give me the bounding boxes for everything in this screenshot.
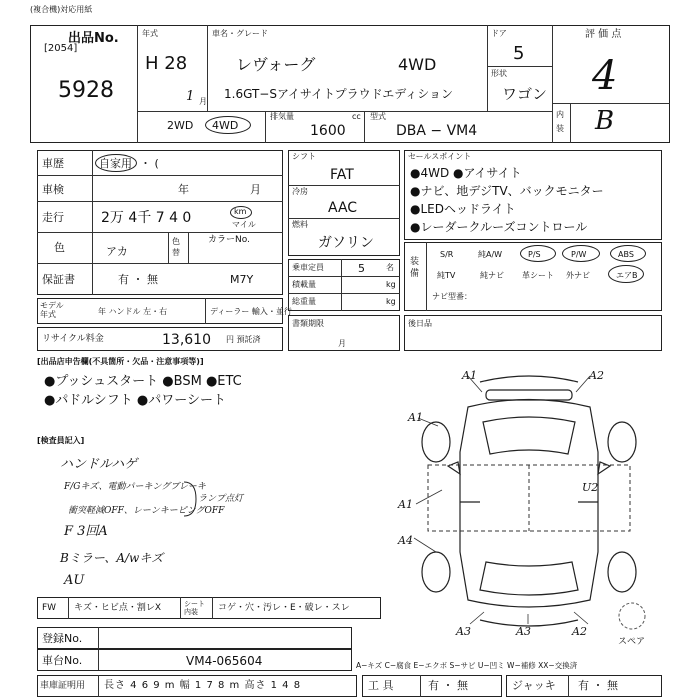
mile-unit: マイル [232, 220, 256, 229]
lot-number: 5928 [58, 78, 114, 103]
note-item: ●プッシュスタート ●BSM ●ETC [44, 374, 242, 389]
damage-mark: A4 [398, 534, 413, 547]
car-name: レヴォーグ [236, 55, 316, 74]
drive-2wd: 2WD [167, 119, 194, 132]
sales-point: ●ナビ、地デジTV、バックモニター [410, 184, 604, 198]
equip-sr: S/R [440, 250, 454, 259]
color-no-label: カラーNo. [208, 235, 250, 245]
year-value: H 28 [145, 53, 188, 74]
reg-row [37, 627, 352, 649]
reg-label: 登録No. [42, 632, 83, 645]
tools-label: 工 具 [368, 679, 394, 692]
history-label: 車歴 [42, 157, 64, 170]
equip-ps: P/S [528, 250, 541, 259]
history-value: 自家用 [99, 157, 132, 170]
equip-tv: 純TV [437, 271, 456, 280]
top-note: (複合機)対応用紙 [30, 5, 93, 14]
grade: 1.6GT−Sアイサイトプラウドエディション [224, 87, 453, 101]
jack-label: ジャッキ [512, 679, 556, 692]
posterior-label: 後日品 [408, 319, 432, 328]
damage-mark: A2 [572, 625, 587, 638]
spare-label: スペア [618, 637, 646, 647]
shaken-month-unit: 月 [250, 183, 261, 196]
navi-model-label: ナビ型番： [432, 292, 472, 301]
drive-4wd: 4WD [212, 119, 239, 132]
doc-month-unit: 月 [338, 339, 346, 348]
damage-mark: A3 [516, 625, 531, 638]
model-value: DBA − VM4 [396, 123, 478, 139]
damage-mark: U2 [582, 481, 599, 494]
fw-damage: キズ・ヒビ点・割レX [74, 603, 161, 613]
inspector-line: AU [64, 573, 85, 588]
mileage-value: 2万 4千 7 4 0 [101, 210, 192, 226]
warranty-label: 保証書 [42, 273, 75, 286]
damage-mark: A1 [398, 498, 413, 511]
color-no-value: M7Y [230, 273, 254, 286]
fw-items: コゲ・穴・汚レ・E・破レ・スレ [218, 603, 350, 613]
bracket-mark [182, 480, 200, 518]
inspector-line: Bミラー、A/wキズ [60, 551, 164, 565]
fw-seat: シート内装 [184, 600, 205, 616]
door-label: ドア [491, 29, 507, 38]
handle-label: 年 ハンドル 左・右 [98, 307, 168, 316]
jack-value: 有 ・ 無 [578, 679, 618, 692]
fuel-value: ガソリン [318, 235, 374, 251]
dealer-label: ディーラー 輸入・並行 [210, 307, 292, 316]
inspector-line: F 3回A [64, 524, 108, 539]
shape-value: ワゴン [502, 85, 548, 103]
tools-value: 有 ・ 無 [428, 679, 468, 692]
load-unit: kg [386, 280, 396, 289]
interior-value: B [595, 106, 615, 136]
shift-label: シフト [292, 152, 316, 161]
equip-pw: P/W [571, 250, 587, 259]
ac-label: 冷房 [292, 187, 308, 196]
displacement-value: 1600 [310, 123, 346, 139]
month-unit: 月 [199, 97, 207, 106]
recycle-value: 13,610 [162, 332, 211, 348]
equip-ext-navi: 外ナビ [566, 271, 590, 280]
dims-value: 長さ 4 6 9 m 幅 1 7 8 m 高さ 1 4 8 [104, 680, 302, 691]
fuel-label: 燃料 [292, 220, 308, 229]
color-label: 色 [54, 241, 65, 254]
sales-point: ●レーダークルーズコントロール [410, 220, 588, 234]
inspector-line: F/Gキズ、電動パーキングブレーキ [64, 482, 206, 492]
drive-top: 4WD [398, 55, 437, 74]
capacity-value: 5 [358, 262, 365, 275]
ac-value: AAC [328, 200, 358, 216]
recycle-label: リサイクル料金 [42, 334, 104, 344]
score-value: 4 [592, 53, 618, 99]
capacity-label: 乗車定員 [292, 263, 324, 272]
note-item: ●パドルシフト ●パワーシート [44, 393, 226, 408]
shape-label: 形状 [491, 69, 507, 78]
month-value: 1 [186, 89, 195, 104]
damage-mark: A3 [456, 625, 471, 638]
lot-label: 出品No. [68, 31, 119, 46]
cert-label: 車庫証明用 [40, 681, 86, 691]
posterior-box [404, 315, 662, 351]
recycle-unit: 円 預託済 [226, 335, 261, 344]
sales-point: ●4WD ●アイサイト [410, 166, 522, 180]
year-label: 年式 [142, 29, 158, 38]
shaken-label: 車検 [42, 183, 64, 196]
inspector-line: ハンドルハゲ [60, 457, 138, 472]
car-name-label: 車名・グレード [212, 29, 268, 38]
equip-aw: 純A/W [478, 250, 503, 259]
load-label: 積載量 [292, 280, 316, 289]
color-value: アカ [106, 245, 128, 258]
mileage-label: 走行 [42, 211, 64, 224]
chassis-label: 車台No. [42, 654, 83, 667]
doc-label: 書類期限 [292, 319, 324, 328]
interior-label: 内装 [556, 110, 564, 133]
equip-navi: 純ナビ [480, 271, 504, 280]
score-label: 評 価 点 [585, 29, 622, 40]
lamp-note: ランプ点灯 [198, 494, 244, 504]
equip-airbag: エアB [616, 271, 638, 280]
header-box [30, 25, 670, 143]
displacement-label: 排気量 [270, 112, 294, 121]
damage-mark: A1 [408, 411, 423, 424]
color-change-label: 色替 [172, 237, 180, 257]
damage-mark: A1 [462, 369, 477, 382]
weight-label: 総重量 [292, 297, 316, 306]
door-value: 5 [513, 43, 525, 64]
capacity-unit: 名 [386, 263, 394, 272]
equip-abs: ABS [618, 250, 634, 259]
chassis-value: VM4-065604 [186, 654, 263, 668]
model-label: 型式 [370, 112, 386, 121]
warranty-value: 有 ・ 無 [118, 273, 158, 286]
notes-title: [出品店申告欄(不具箇所・欠品・注意事項等)] [37, 357, 204, 366]
sales-label: セールスポイント [408, 152, 472, 161]
damage-mark: A2 [589, 369, 604, 382]
shift-value: FAT [330, 167, 354, 183]
equipment-label: 装備 [410, 257, 420, 279]
weight-unit: kg [386, 297, 396, 306]
cc-unit: cc [352, 112, 361, 121]
sales-point: ●LEDヘッドライト [410, 202, 516, 216]
damage-legend: A−キズ C−腐食 E−エクボ S−サビ U−凹ミ W−補修 XX−交換済 [356, 661, 578, 670]
km-unit: km [234, 207, 247, 216]
inspector-title: [検査員記入] [37, 436, 85, 445]
spare-tire-icon [616, 600, 648, 632]
model-year-label: モデル年式 [40, 301, 64, 319]
inspector-line: 衝突軽減OFF、レーンキーピングOFF [68, 506, 225, 516]
equip-leather: 革シート [522, 271, 554, 280]
fw-label: FW [42, 603, 57, 613]
shaken-year-unit: 年 [178, 183, 189, 196]
lot-prefix: [2054] [44, 43, 78, 54]
